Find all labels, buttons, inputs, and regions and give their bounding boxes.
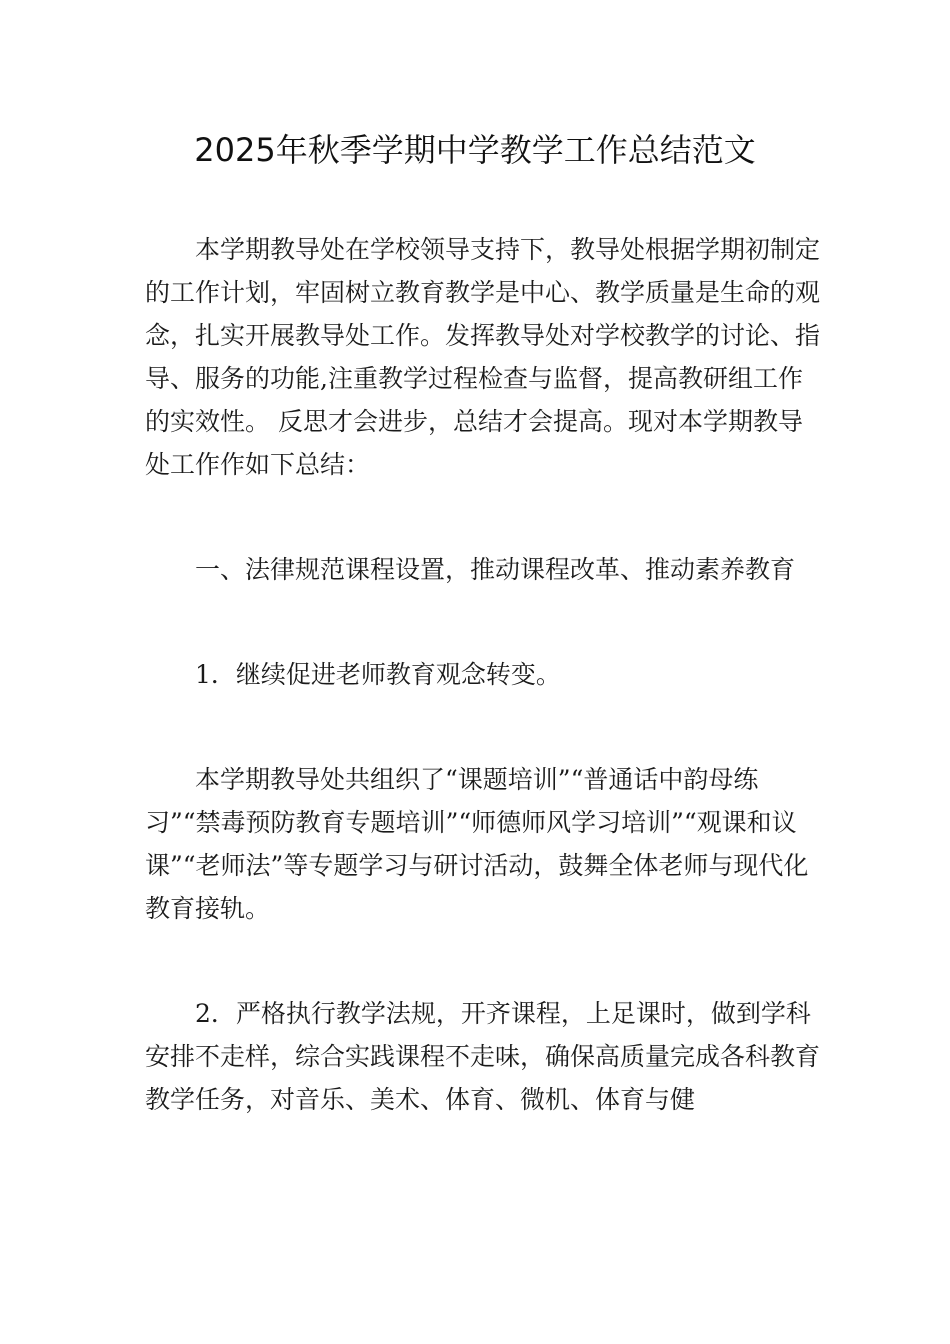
document-body: [145, 228, 825, 1121]
section-heading-1: 一、法律规范课程设置，推动课程改革、推动素养教育: [195, 555, 796, 584]
paragraph-intro: 本学期教导处在学校领导支持下，教导处根据学期初制定的工作计划，牢固树立教育教学是中心、教学质量是生命的观念，扎实开展教导处工作。发挥教导处对学校教学的讨论、指导、服务的功能,注重教学过程检查与监督，提高教研组工作的实效性。 反思才会进步，总结才会提高。现对本学期教导处工作作如下总结：: [145, 235, 821, 479]
item-heading-1: 1．继续促进老师教育观念转变。: [195, 660, 561, 689]
paragraph-spacer: [145, 930, 825, 992]
paragraph-spacer: [145, 696, 825, 758]
document-title: 2025年秋季学期中学教学工作总结范文: [194, 131, 756, 169]
paragraph-curriculum: 2．严格执行教学法规，开齐课程，上足课时，做到学科安排不走样，综合实践课程不走味，确保高质量完成各科教育教学任务，对音乐、美术、体育、微机、体育与健: [145, 999, 821, 1114]
paragraph-spacer: [145, 591, 825, 653]
paragraph-training: 本学期教导处共组织了“课题培训”“普通话中韵母练习”“禁毒预防教育专题培训”“师德师风学习培训”“观课和议课”“老师法”等专题学习与研讨活动，鼓舞全体老师与现代化教育接轨。: [145, 765, 809, 923]
paragraph-spacer: [145, 486, 825, 548]
